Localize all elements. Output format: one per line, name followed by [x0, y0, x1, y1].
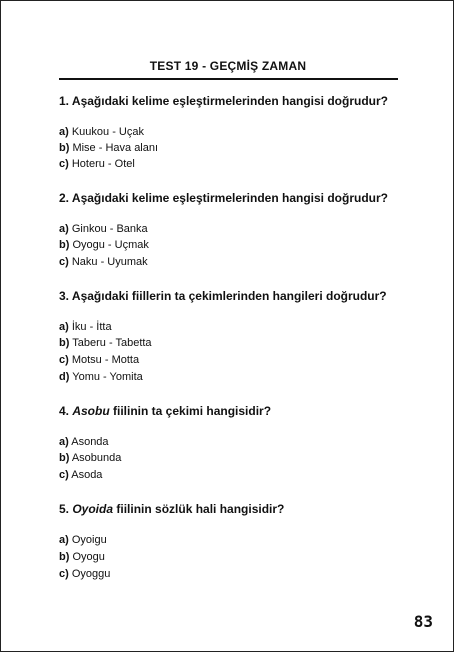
- q3-option-d: [59, 371, 143, 383]
- option-letter: b): [59, 452, 70, 464]
- question-keyword: Oyoida: [72, 502, 114, 516]
- q4-option-c: [59, 469, 102, 481]
- question-3: [59, 289, 419, 303]
- question-1: [59, 94, 419, 108]
- option-letter: d): [59, 371, 70, 383]
- option-text: Asonda: [71, 436, 109, 448]
- page-title: TEST 19 - GEÇMİŞ ZAMAN: [149, 59, 307, 73]
- option-text: Hoteru - Otel: [71, 158, 135, 170]
- q2-option-a: [59, 223, 148, 235]
- option-letter: a): [59, 126, 69, 138]
- option-letter: b): [59, 239, 70, 251]
- option-letter: a): [59, 321, 69, 333]
- option-text: Asoda: [71, 469, 103, 481]
- q1-option-a: [59, 126, 144, 138]
- q1-option-c: [59, 158, 135, 170]
- option-letter: c): [59, 568, 69, 580]
- question-number: 3.: [59, 289, 72, 303]
- title-divider: [59, 78, 398, 80]
- option-text: Taberu - Tabetta: [72, 337, 152, 349]
- q2-option-c: [59, 256, 148, 268]
- question-keyword: Asobu: [72, 404, 110, 418]
- option-text: Yomu - Yomita: [72, 371, 143, 383]
- option-text: Naku - Uyumak: [71, 256, 148, 268]
- option-letter: a): [59, 534, 69, 546]
- option-text: Oyoigu: [71, 534, 107, 546]
- option-letter: c): [59, 256, 69, 268]
- option-letter: b): [59, 551, 70, 563]
- option-letter: c): [59, 469, 69, 481]
- question-number: 2.: [59, 191, 72, 205]
- option-text: Motsu - Motta: [71, 354, 140, 366]
- question-4: [59, 404, 419, 418]
- q5-option-a: [59, 534, 107, 546]
- question-text: fiilinin sözlük hali hangisidir?: [113, 502, 285, 516]
- option-letter: c): [59, 354, 69, 366]
- question-text: Aşağıdaki kelime eşleştirmelerinden hangisi doğrudur?: [71, 191, 388, 205]
- q3-option-c: [59, 354, 139, 366]
- q4-option-a: [59, 436, 109, 448]
- option-letter: b): [59, 142, 70, 154]
- option-text: Mise - Hava alanı: [72, 142, 159, 154]
- q5-option-c: [59, 568, 110, 580]
- option-letter: b): [59, 337, 70, 349]
- q5-option-b: [59, 551, 105, 563]
- page-number: 83: [413, 612, 433, 631]
- option-text: Ginkou - Banka: [71, 223, 148, 235]
- question-number: 4.: [59, 404, 73, 418]
- question-5: [59, 502, 419, 516]
- q2-option-b: [59, 239, 149, 251]
- q4-option-b: [59, 452, 121, 464]
- q3-option-a: [59, 321, 112, 333]
- question-text: Aşağıdaki fiillerin ta çekimlerinden hangileri doğrudur?: [71, 289, 387, 303]
- question-2: [59, 191, 419, 205]
- question-number: 1.: [59, 94, 72, 108]
- option-letter: c): [59, 158, 69, 170]
- option-letter: a): [59, 223, 69, 235]
- option-text: Oyoggu: [71, 568, 111, 580]
- option-text: Asobunda: [71, 452, 122, 464]
- q3-option-b: [59, 337, 152, 349]
- option-text: Oyogu: [72, 551, 105, 563]
- option-text: İku - İtta: [71, 321, 112, 333]
- question-text: fiilinin ta çekimi hangisidir?: [109, 404, 272, 418]
- question-text: Aşağıdaki kelime eşleştirmelerinden hangisi doğrudur?: [71, 94, 388, 108]
- question-number: 5.: [59, 502, 73, 516]
- option-letter: a): [59, 436, 69, 448]
- q1-option-b: [59, 142, 158, 154]
- option-text: Oyogu - Uçmak: [72, 239, 149, 251]
- option-text: Kuukou - Uçak: [71, 126, 144, 138]
